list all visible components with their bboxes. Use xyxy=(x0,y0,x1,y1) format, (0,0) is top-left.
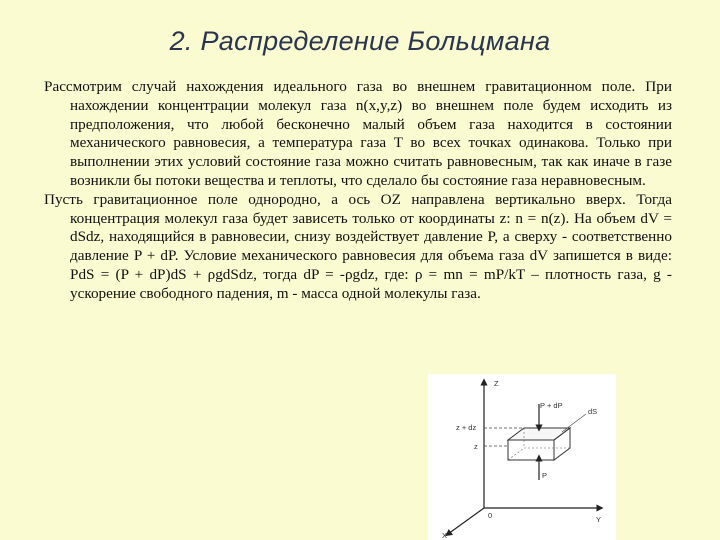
axis-y-label: Y xyxy=(596,515,602,524)
p-label: P xyxy=(542,471,548,480)
paragraph-equilibrium: Пусть гравитационное поле однородно, а ось OZ направлена вертикально вверх. Тогда концентрация молекул газа будет зависеть только от координаты z: n = n(z). На объем dV = dSdz, находящийся в равновесии, снизу воздействует давление P, а сверху - соответственно давление P + dP. Условие механического равновесия для объема газа dV запишется в виде: PdS = (P + dP)dS + ρgdSdz, тогда dP = -ρgdz, где: ρ = mn = mP/kT – плотность газа, g - ускорение свободного падения, m - масса одной молекулы газа. xyxy=(44,190,672,302)
gas-volume-diagram xyxy=(428,374,616,540)
body-text xyxy=(44,78,672,304)
origin-label: 0 xyxy=(488,511,493,520)
axis-z-label: Z xyxy=(494,379,499,388)
axis-x-label: X xyxy=(442,531,448,540)
diagram-svg xyxy=(428,374,616,540)
slide-title: 2. Распределение Больцмана xyxy=(169,26,551,56)
p-dp-label: P + dP xyxy=(540,401,563,410)
box-front-face xyxy=(508,440,554,460)
z-label: z xyxy=(474,442,478,451)
box-hidden-edge-2 xyxy=(508,448,524,460)
z-dz-label: z + dz xyxy=(456,423,477,432)
box-top-face xyxy=(508,428,570,440)
x-axis-line xyxy=(448,508,484,534)
paragraph-intro: Рассмотрим случай нахождения идеального газа во внешнем гравитационном поле. При нахождении концентрации молекул газа n(x,y,z) во внешнем поле будем исходить из предположения, что любой бесконечно малый объем газа находится в состоянии механического равновесия, а температура газа T во всех точках одинакова. Только при выполнении этих условий состояние газа можно считать равновесным, так как иначе в газе возникли бы потоки вещества и теплоты, что сделало бы состояние газа неравновесным. xyxy=(44,78,672,189)
ds-leader-line xyxy=(562,414,586,432)
ds-label: dS xyxy=(588,407,598,416)
